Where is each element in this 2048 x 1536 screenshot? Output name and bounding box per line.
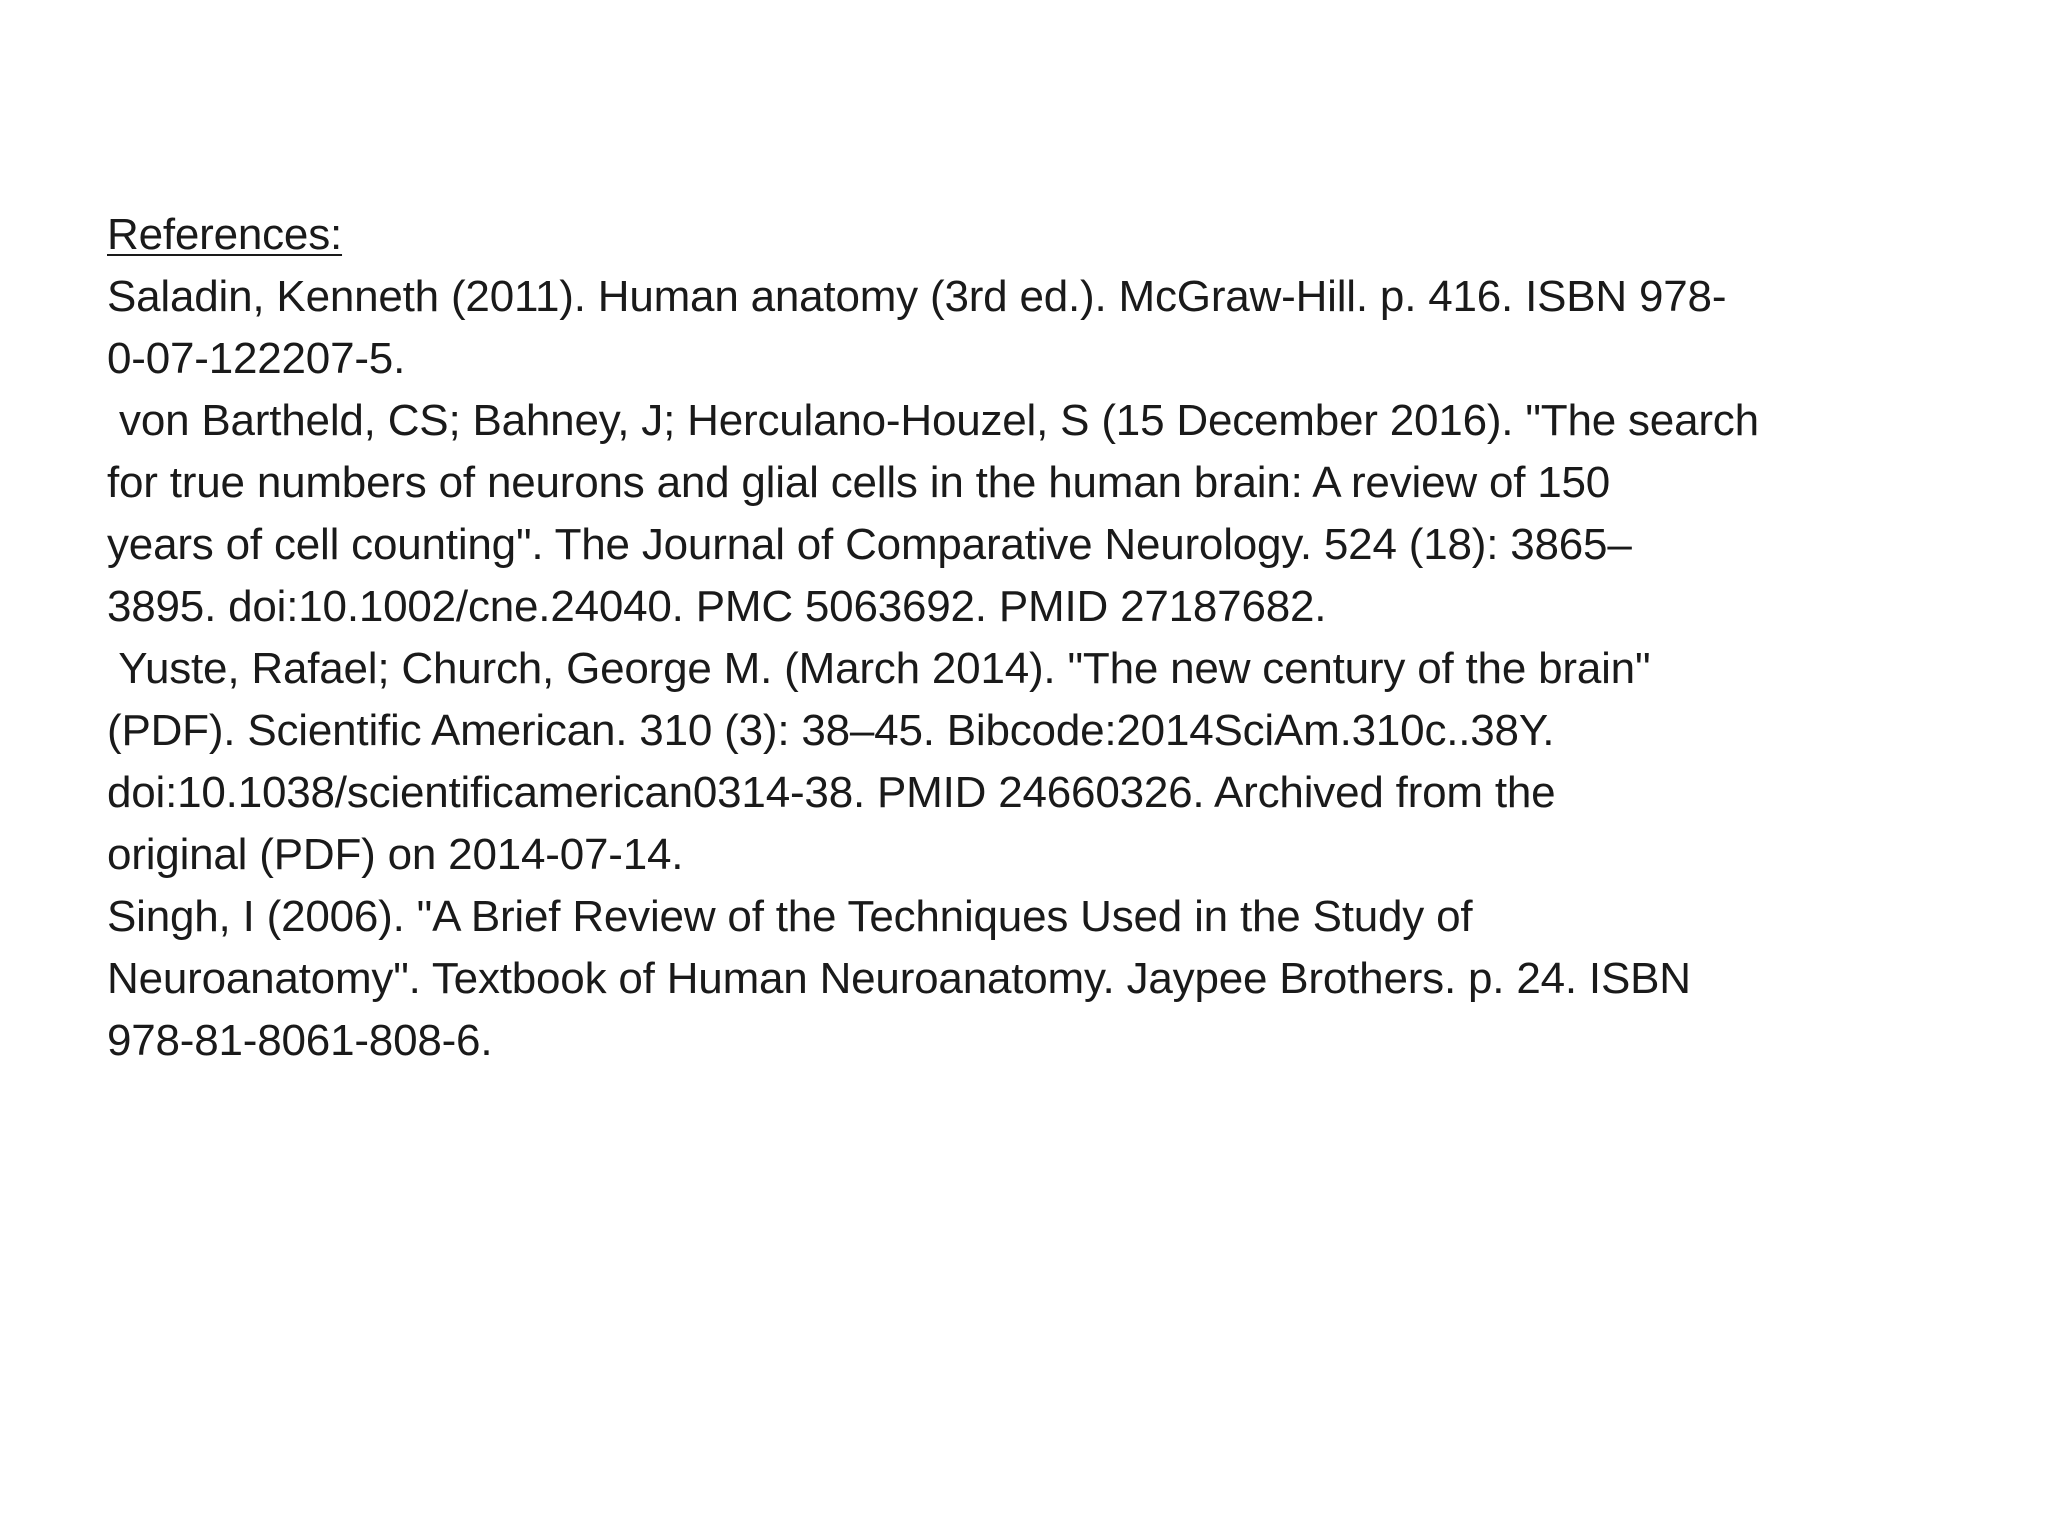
references-heading: References: xyxy=(107,210,343,259)
reference-line: original (PDF) on 2014-07-14. xyxy=(107,830,684,879)
reference-line: Singh, I (2006). "A Brief Review of the Techniques Used in the Study of xyxy=(107,892,1473,941)
reference-line: years of cell counting". The Journal of Comparative Neurology. 524 (18): 3865– xyxy=(107,520,1632,569)
reference-line: 0-07-122207-5. xyxy=(107,334,406,383)
reference-line: (PDF). Scientific American. 310 (3): 38–45. Bibcode:2014SciAm.310c..38Y. xyxy=(107,706,1555,755)
references-block xyxy=(107,204,1887,1072)
reference-line: for true numbers of neurons and glial cells in the human brain: A review of 150 xyxy=(107,458,1611,507)
reference-line: 978-81-8061-808-6. xyxy=(107,1016,493,1065)
reference-line: doi:10.1038/scientificamerican0314-38. PMID 24660326. Archived from the xyxy=(107,768,1556,817)
reference-line: 3895. doi:10.1002/cne.24040. PMC 5063692. PMID 27187682. xyxy=(107,582,1327,631)
reference-line: von Bartheld, CS; Bahney, J; Herculano-Houzel, S (15 December 2016). "The search xyxy=(107,396,1759,445)
reference-line: Saladin, Kenneth (2011). Human anatomy (3rd ed.). McGraw-Hill. p. 416. ISBN 978- xyxy=(107,272,1727,321)
reference-line: Neuroanatomy". Textbook of Human Neuroanatomy. Jaypee Brothers. p. 24. ISBN xyxy=(107,954,1691,1003)
reference-line: Yuste, Rafael; Church, George M. (March 2014). "The new century of the brain" xyxy=(107,644,1651,693)
